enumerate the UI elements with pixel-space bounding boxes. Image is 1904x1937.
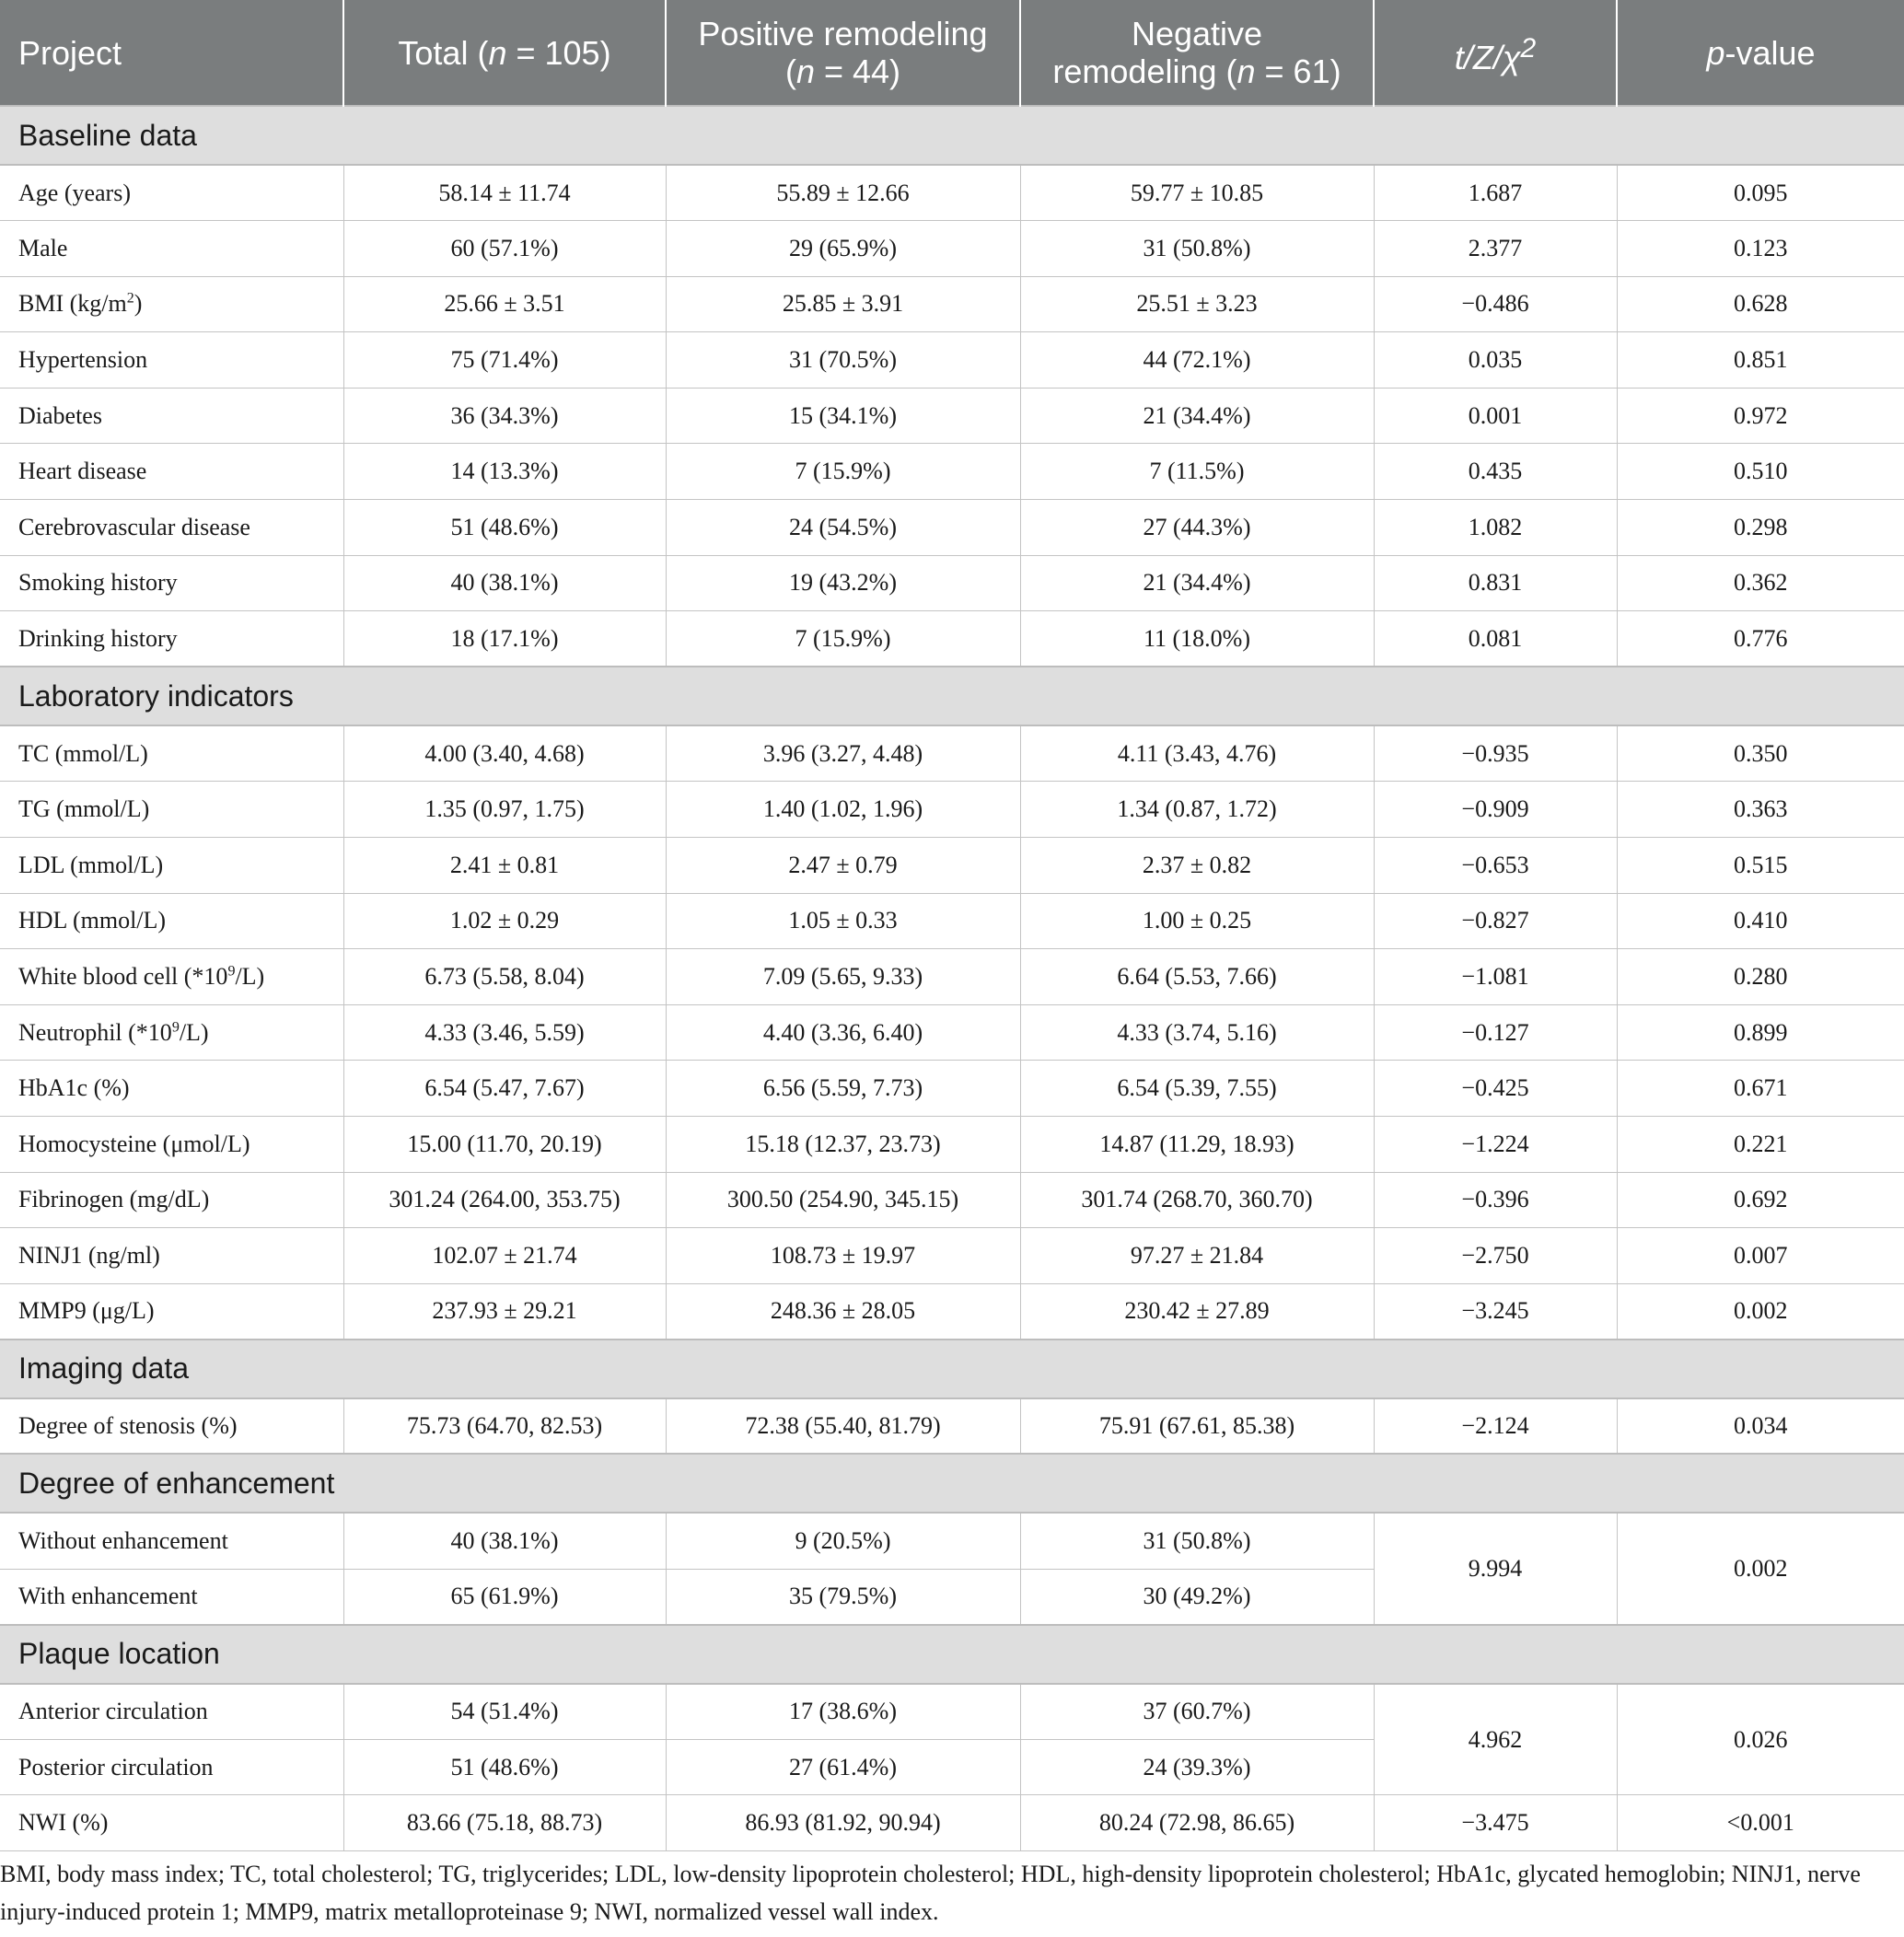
header-negative-remodeling: Negative remodeling (n = 61)	[1020, 0, 1374, 106]
table-row: With enhancement 65 (61.9%) 35 (79.5%) 30 (49.2%)	[0, 1569, 1904, 1625]
header-project: Project	[0, 0, 343, 106]
table-row: Heart disease 14 (13.3%) 7 (15.9%) 7 (11.5%) 0.435 0.510	[0, 444, 1904, 500]
table-row: TC (mmol/L) 4.00 (3.40, 4.68) 3.96 (3.27, 4.48) 4.11 (3.43, 4.76) −0.935 0.350	[0, 725, 1904, 782]
table-row: Hypertension 75 (71.4%) 31 (70.5%) 44 (72.1%) 0.035 0.851	[0, 332, 1904, 389]
header-total: Total (n = 105)	[343, 0, 666, 106]
table-row: Homocysteine (μmol/L) 15.00 (11.70, 20.19) 15.18 (12.37, 23.73) 14.87 (11.29, 18.93) −1.224 0.221	[0, 1117, 1904, 1173]
table-row: NWI (%) 83.66 (75.18, 88.73) 86.93 (81.92, 90.94) 80.24 (72.98, 86.65) −3.475 <0.001	[0, 1795, 1904, 1851]
table-row: Without enhancement 40 (38.1%) 9 (20.5%) 31 (50.8%) 9.994 0.002	[0, 1513, 1904, 1569]
table-row: Drinking history 18 (17.1%) 7 (15.9%) 11 (18.0%) 0.081 0.776	[0, 611, 1904, 667]
table-row: TG (mmol/L) 1.35 (0.97, 1.75) 1.40 (1.02, 1.96) 1.34 (0.87, 1.72) −0.909 0.363	[0, 782, 1904, 838]
table-row: Fibrinogen (mg/dL) 301.24 (264.00, 353.75) 300.50 (254.90, 345.15) 301.74 (268.70, 360.70) −0.396 0.692	[0, 1172, 1904, 1228]
table-row: MMP9 (μg/L) 237.93 ± 29.21 248.36 ± 28.05 230.42 ± 27.89 −3.245 0.002	[0, 1283, 1904, 1340]
section-enhancement: Degree of enhancement	[0, 1454, 1904, 1513]
header-p-value: p-value	[1617, 0, 1904, 106]
table-row: Male 60 (57.1%) 29 (65.9%) 31 (50.8%) 2.377 0.123	[0, 221, 1904, 277]
table-row: White blood cell $(*10^9/L)$ 6.73 (5.58, 8.04) 7.09 (5.65, 9.33) 6.64 (5.53, 7.66) −1.081 0.280	[0, 949, 1904, 1005]
table-row: LDL (mmol/L) 2.41 ± 0.81 2.47 ± 0.79 2.37 ± 0.82 −0.653 0.515	[0, 838, 1904, 894]
section-imaging: Imaging data	[0, 1340, 1904, 1398]
table-row: HbA1c (%) 6.54 (5.47, 7.67) 6.56 (5.59, 7.73) 6.54 (5.39, 7.55) −0.425 0.671	[0, 1061, 1904, 1117]
table-row: Neutrophil $(*10^9/L)$ 4.33 (3.46, 5.59) 4.40 (3.36, 6.40) 4.33 (3.74, 5.16) −0.127 0.899	[0, 1004, 1904, 1061]
section-laboratory: Laboratory indicators	[0, 667, 1904, 725]
table-header-row	[0, 0, 1904, 106]
table-row: Cerebrovascular disease 51 (48.6%) 24 (54.5%) 27 (44.3%) 1.082 0.298	[0, 500, 1904, 556]
table-row: Age (years) 58.14 ± 11.74 55.89 ± 12.66 59.77 ± 10.85 1.687 0.095	[0, 165, 1904, 221]
table-row: NINJ1 (ng/ml) 102.07 ± 21.74 108.73 ± 19.97 97.27 ± 21.84 −2.750 0.007	[0, 1228, 1904, 1284]
table-row: Degree of stenosis (%) 75.73 (64.70, 82.53) 72.38 (55.40, 81.79) 75.91 (67.61, 85.38) −2.124 0.034	[0, 1398, 1904, 1455]
table-row: HDL (mmol/L) 1.02 ± 0.29 1.05 ± 0.33 1.00 ± 0.25 −0.827 0.410	[0, 893, 1904, 949]
table-row: Smoking history 40 (38.1%) 19 (43.2%) 21 (34.4%) 0.831 0.362	[0, 555, 1904, 611]
table-row: BMI $(kg/m^2)$ 25.66 ± 3.51 25.85 ± 3.91 25.51 ± 3.23 −0.486 0.628	[0, 276, 1904, 332]
table-row: Diabetes 36 (34.3%) 15 (34.1%) 21 (34.4%) 0.001 0.972	[0, 388, 1904, 444]
header-test-statistic: $t/Z/\chi^2$	[1374, 0, 1617, 106]
section-baseline: Baseline data	[0, 106, 1904, 165]
section-location: Plaque location	[0, 1625, 1904, 1684]
table-row: Anterior circulation 54 (51.4%) 17 (38.6%) 37 (60.7%) 4.962 0.026	[0, 1684, 1904, 1740]
header-positive-remodeling: Positive remodeling (n = 44)	[666, 0, 1020, 106]
table-row: Posterior circulation 51 (48.6%) 27 (61.4%) 24 (39.3%)	[0, 1739, 1904, 1795]
table-footnote: BMI, body mass index; TC, total cholesterol; TG, triglycerides; LDL, low-density lipoprotein cholesterol; HDL, high-density lipoprotein cholesterol; HbA1c, glycated hemoglobin; NINJ1, nerve injury-induced protein 1; MMP9, matrix metalloproteinase 9; NWI, normalized vessel wall index.	[0, 1861, 1861, 1925]
